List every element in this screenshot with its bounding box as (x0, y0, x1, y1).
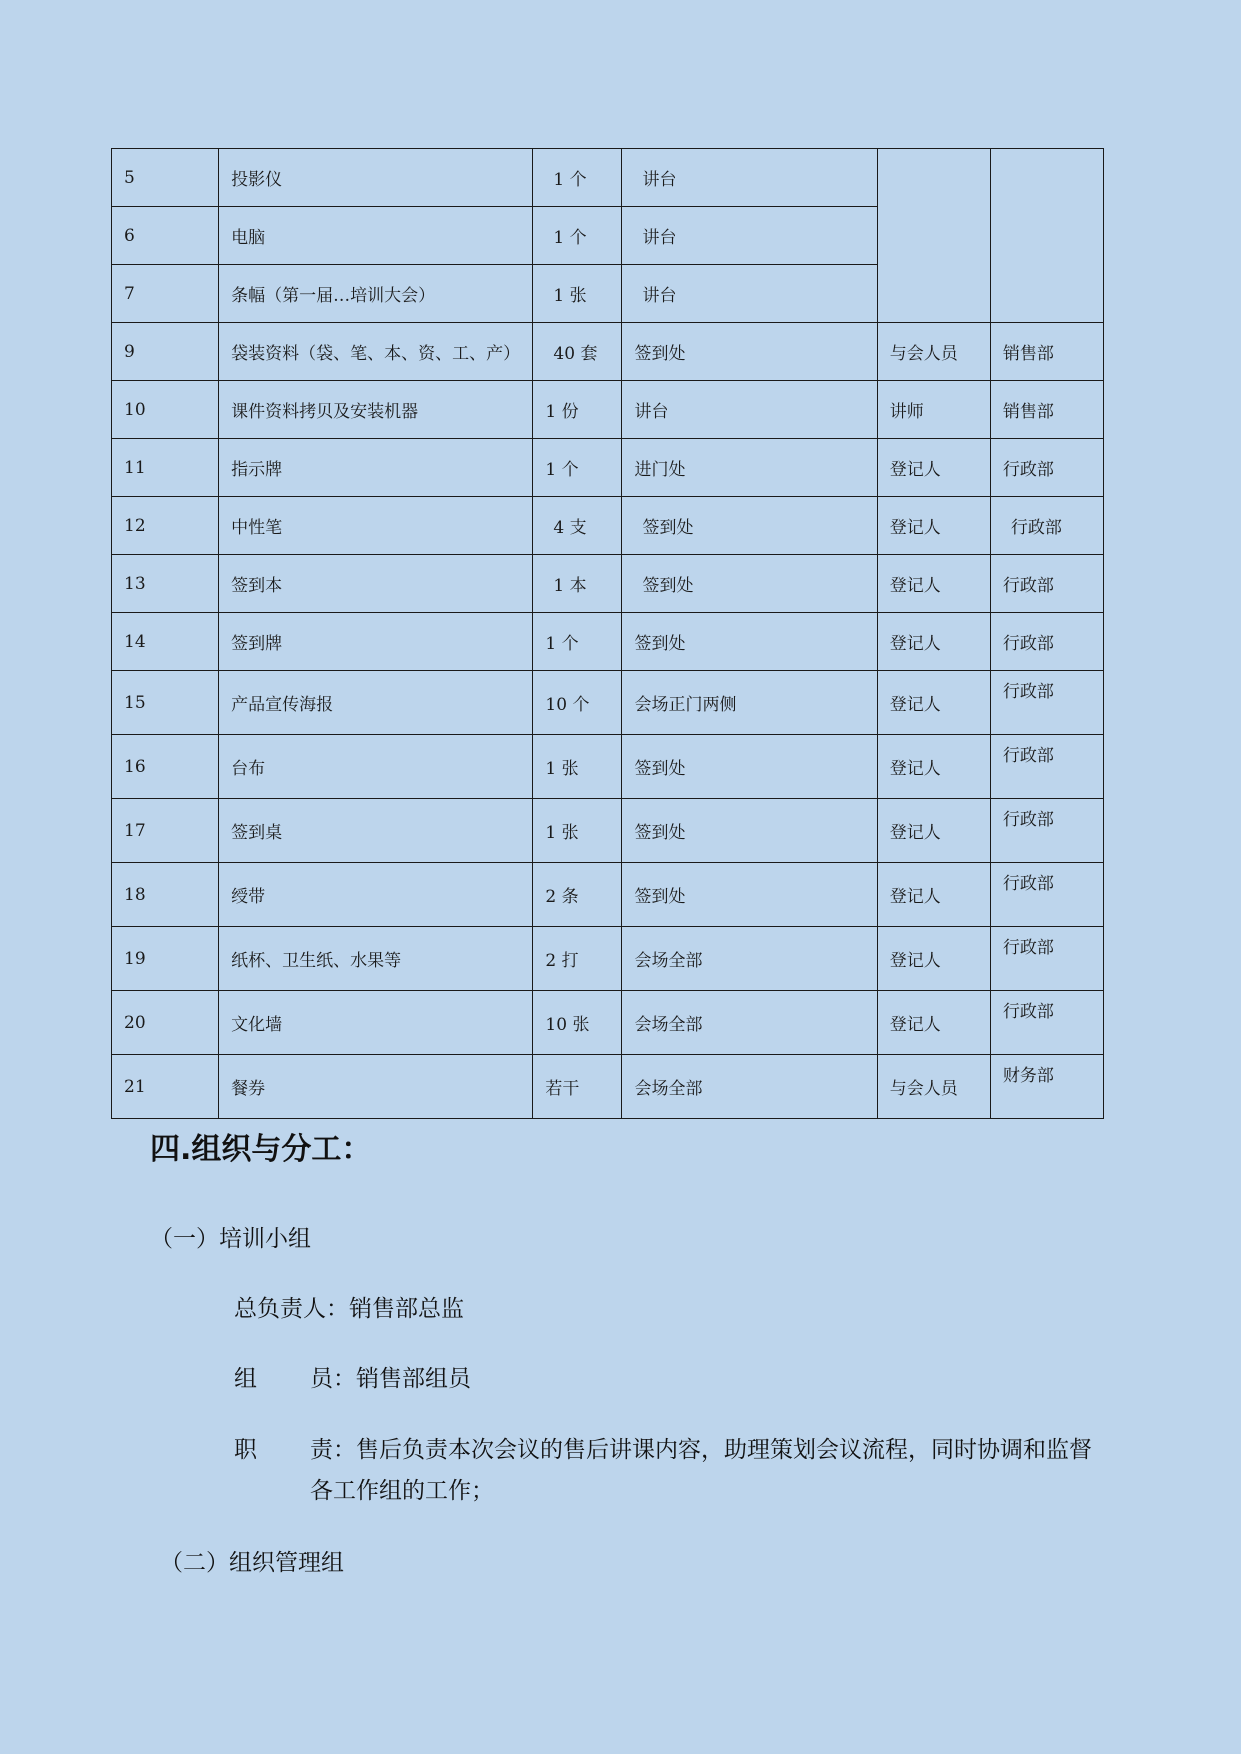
responsible-dept: 行政部 (990, 735, 1103, 799)
responsible-dept: 行政部 (990, 863, 1103, 927)
item-quantity: 4 支 (533, 497, 622, 555)
item-name: 签到本 (219, 555, 533, 613)
item-location: 签到处 (622, 555, 877, 613)
row-number: 17 (112, 799, 219, 863)
table-row (112, 671, 1104, 735)
responsible-person: 登记人 (877, 735, 990, 799)
item-name: 签到牌 (219, 613, 533, 671)
item-location: 讲台 (622, 149, 877, 207)
person-merged-cell (877, 149, 990, 323)
duty-line (234, 1430, 1094, 1512)
responsible-dept: 行政部 (990, 799, 1103, 863)
item-name: 指示牌 (219, 439, 533, 497)
row-number: 11 (112, 439, 219, 497)
responsible-dept: 行政部 (990, 927, 1103, 991)
table-row (112, 799, 1104, 863)
item-name: 文化墙 (219, 991, 533, 1055)
responsible-person: 登记人 (877, 555, 990, 613)
responsible-person: 登记人 (877, 439, 990, 497)
responsible-person: 登记人 (877, 863, 990, 927)
responsible-dept: 财务部 (990, 1055, 1103, 1119)
row-number: 7 (112, 265, 219, 323)
row-number: 12 (112, 497, 219, 555)
table-row (112, 439, 1104, 497)
item-quantity: 1 份 (533, 381, 622, 439)
table-row (112, 735, 1104, 799)
item-location: 讲台 (622, 265, 877, 323)
item-quantity: 1 个 (533, 613, 622, 671)
member-line (234, 1360, 471, 1393)
responsible-person: 登记人 (877, 991, 990, 1055)
row-number: 13 (112, 555, 219, 613)
item-quantity: 1 张 (533, 735, 622, 799)
table-row (112, 991, 1104, 1055)
item-name: 签到桌 (219, 799, 533, 863)
row-number: 14 (112, 613, 219, 671)
duty-label: 职 (234, 1437, 257, 1463)
responsible-person: 讲师 (877, 381, 990, 439)
item-name: 投影仪 (219, 149, 533, 207)
lead-line: 总负责人：销售部总监 (234, 1296, 464, 1322)
row-number: 18 (112, 863, 219, 927)
item-quantity: 1 张 (533, 265, 622, 323)
member-label: 组 (234, 1366, 257, 1392)
item-name: 中性笔 (219, 497, 533, 555)
item-location: 会场全部 (622, 927, 877, 991)
subsection-title-management: （二）组织管理组 (160, 1550, 344, 1576)
item-location: 会场全部 (622, 991, 877, 1055)
item-quantity: 1 本 (533, 555, 622, 613)
section-heading: 四.组织与分工： (150, 1132, 372, 1167)
item-location: 会场全部 (622, 1055, 877, 1119)
item-location: 进门处 (622, 439, 877, 497)
item-quantity: 2 打 (533, 927, 622, 991)
row-number: 15 (112, 671, 219, 735)
row-number: 19 (112, 927, 219, 991)
row-number: 5 (112, 149, 219, 207)
responsible-dept: 行政部 (990, 439, 1103, 497)
item-quantity: 1 个 (533, 439, 622, 497)
responsible-person: 登记人 (877, 613, 990, 671)
item-name: 产品宣传海报 (219, 671, 533, 735)
row-number: 10 (112, 381, 219, 439)
responsible-dept: 销售部 (990, 323, 1103, 381)
item-name: 电脑 (219, 207, 533, 265)
row-number: 6 (112, 207, 219, 265)
item-quantity: 2 条 (533, 863, 622, 927)
responsible-dept: 行政部 (990, 991, 1103, 1055)
table-row (112, 555, 1104, 613)
row-number: 21 (112, 1055, 219, 1119)
item-location: 签到处 (622, 613, 877, 671)
table-row (112, 863, 1104, 927)
responsible-dept: 行政部 (990, 497, 1103, 555)
supplies-table (111, 148, 1104, 1119)
table-row (112, 927, 1104, 991)
item-name: 条幅（第一届…培训大会） (219, 265, 533, 323)
item-quantity: 10 张 (533, 991, 622, 1055)
responsible-person: 与会人员 (877, 323, 990, 381)
item-location: 签到处 (622, 735, 877, 799)
item-name: 台布 (219, 735, 533, 799)
item-location: 签到处 (622, 497, 877, 555)
responsible-dept: 销售部 (990, 381, 1103, 439)
item-location: 签到处 (622, 323, 877, 381)
responsible-person: 登记人 (877, 497, 990, 555)
item-quantity: 1 个 (533, 149, 622, 207)
responsible-person: 登记人 (877, 927, 990, 991)
item-location: 讲台 (622, 207, 877, 265)
item-quantity: 若干 (533, 1055, 622, 1119)
row-number: 9 (112, 323, 219, 381)
item-name: 课件资料拷贝及安装机器 (219, 381, 533, 439)
row-number: 20 (112, 991, 219, 1055)
item-name: 绶带 (219, 863, 533, 927)
item-quantity: 1 张 (533, 799, 622, 863)
responsible-person: 与会人员 (877, 1055, 990, 1119)
responsible-dept: 行政部 (990, 613, 1103, 671)
item-name: 袋装资料（袋、笔、本、资、工、产） (219, 323, 533, 381)
responsible-person: 登记人 (877, 799, 990, 863)
responsible-dept: 行政部 (990, 671, 1103, 735)
table-row (112, 323, 1104, 381)
duty-text: 责：售后负责本次会议的售后讲课内容，助理策划会议流程，同时协调和监督各工作组的工作； (310, 1437, 1092, 1504)
table-row (112, 381, 1104, 439)
responsible-person: 登记人 (877, 671, 990, 735)
table-row (112, 497, 1104, 555)
item-quantity: 10 个 (533, 671, 622, 735)
table-row (112, 613, 1104, 671)
responsible-dept: 行政部 (990, 555, 1103, 613)
item-location: 会场正门两侧 (622, 671, 877, 735)
item-quantity: 1 个 (533, 207, 622, 265)
item-location: 讲台 (622, 381, 877, 439)
dept-merged-cell (990, 149, 1103, 323)
table-row (112, 1055, 1104, 1119)
row-number: 16 (112, 735, 219, 799)
table-row (112, 149, 1104, 207)
item-location: 签到处 (622, 799, 877, 863)
subsection-title-training: （一）培训小组 (150, 1226, 311, 1252)
item-quantity: 40 套 (533, 323, 622, 381)
item-name: 纸杯、卫生纸、水果等 (219, 927, 533, 991)
item-name: 餐券 (219, 1055, 533, 1119)
member-text: 员：销售部组员 (310, 1366, 471, 1392)
item-location: 签到处 (622, 863, 877, 927)
